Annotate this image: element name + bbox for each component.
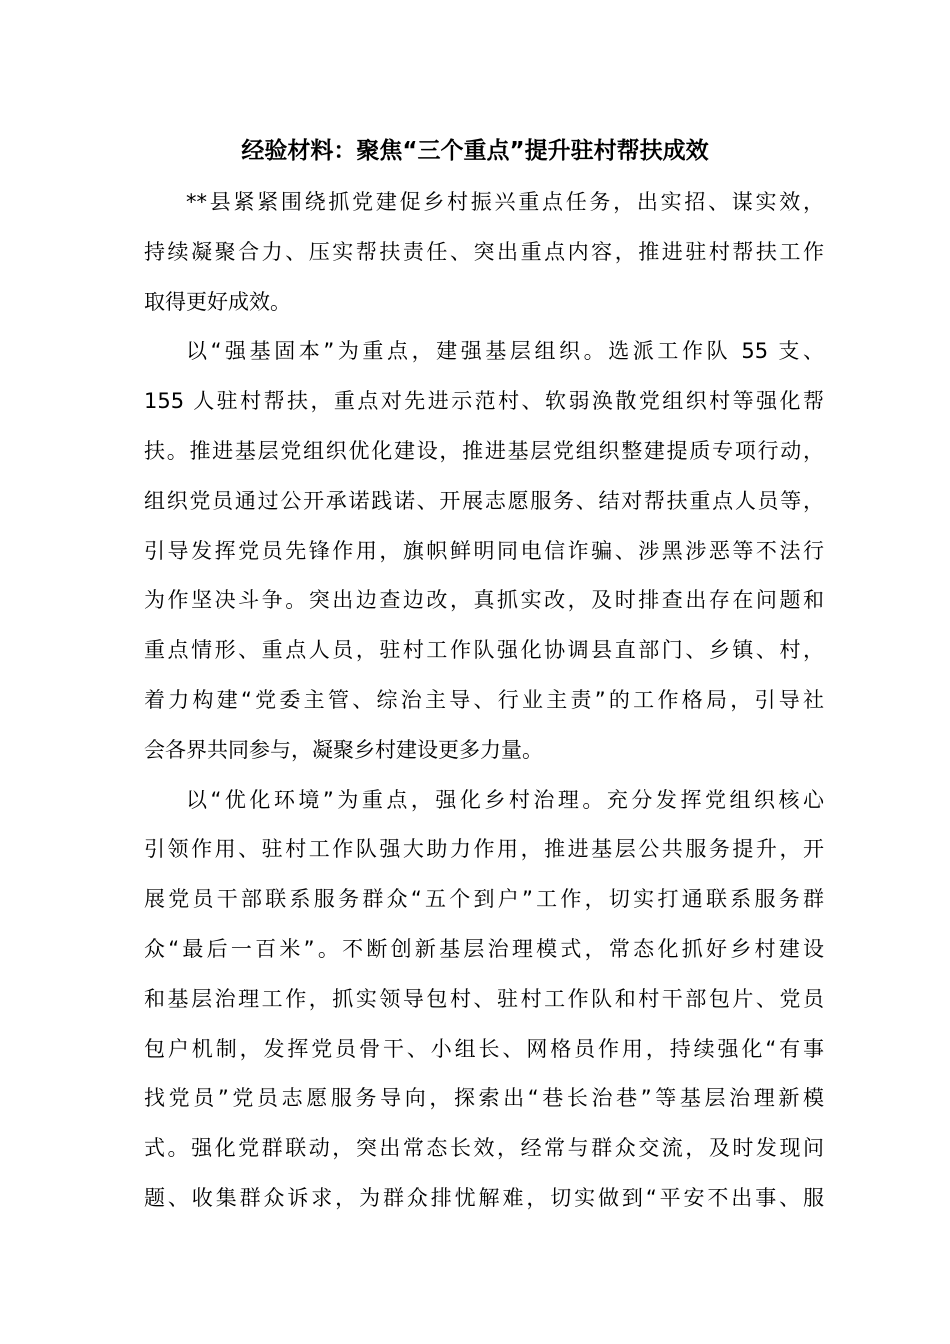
paragraph-2-line-1: 以“强基固本”为重点，建强基层组织。选派工作队 55 支、	[186, 339, 824, 364]
paragraph-3-line-4: 众“最后一百米”。不断创新基层治理模式，常态化抓好乡村建设	[144, 936, 824, 961]
paragraph-3-line-1: 以“优化环境”为重点，强化乡村治理。充分发挥党组织核心	[186, 787, 824, 812]
paragraph-3-line-9: 题、收集群众诉求，为群众排忧解难，切实做到“平安不出事、服	[144, 1185, 824, 1210]
paragraph-3-line-8: 式。强化党群联动，突出常态长效，经常与群众交流，及时发现问	[144, 1136, 824, 1161]
paragraph-1-line-2: 持续凝聚合力、压实帮扶责任、突出重点内容，推进驻村帮扶工作	[144, 239, 824, 264]
paragraph-2-line-2: 155 人驻村帮扶，重点对先进示范村、软弱涣散党组织村等强化帮	[144, 389, 824, 414]
paragraph-3-line-7: 找党员”党员志愿服务导向，探索出“巷长治巷”等基层治理新模	[144, 1086, 824, 1111]
paragraph-1-line-1: **县紧紧围绕抓党建促乡村振兴重点任务，出实招、谋实效，	[186, 190, 824, 214]
paragraph-3-line-6: 包户机制，发挥党员骨干、小组长、网格员作用，持续强化“有事	[144, 1036, 824, 1061]
paragraph-2-line-7: 重点情形、重点人员，驻村工作队强化协调县直部门、乡镇、村，	[144, 638, 824, 663]
paragraph-2-line-4: 组织党员通过公开承诺践诺、开展志愿服务、结对帮扶重点人员等，	[144, 488, 824, 513]
paragraph-2-line-6: 为作坚决斗争。突出边查边改，真抓实改，及时排查出存在问题和	[144, 588, 824, 613]
paragraph-3-line-3: 展党员干部联系服务群众“五个到户”工作，切实打通联系服务群	[144, 887, 824, 912]
document-title: 经验材料：聚焦“三个重点”提升驻村帮扶成效	[241, 138, 709, 164]
paragraph-2-line-9: 会各界共同参与，凝聚乡村建设更多力量。	[144, 737, 543, 762]
document-body	[144, 178, 824, 1224]
paragraph-2-line-5: 引导发挥党员先锋作用，旗帜鲜明同电信诈骗、涉黑涉恶等不法行	[144, 538, 824, 563]
paragraph-3-line-5: 和基层治理工作，抓实领导包村、驻村工作队和村干部包片、党员	[144, 986, 824, 1011]
paragraph-2-line-3: 扶。推进基层党组织优化建设，推进基层党组织整建提质专项行动，	[144, 438, 824, 463]
paragraph-3-line-2: 引领作用、驻村工作队强大助力作用，推进基层公共服务提升，开	[144, 837, 824, 862]
paragraph-2-line-8: 着力构建“党委主管、综治主导、行业主责”的工作格局，引导社	[144, 687, 824, 712]
paragraph-1-line-3: 取得更好成效。	[144, 289, 291, 314]
